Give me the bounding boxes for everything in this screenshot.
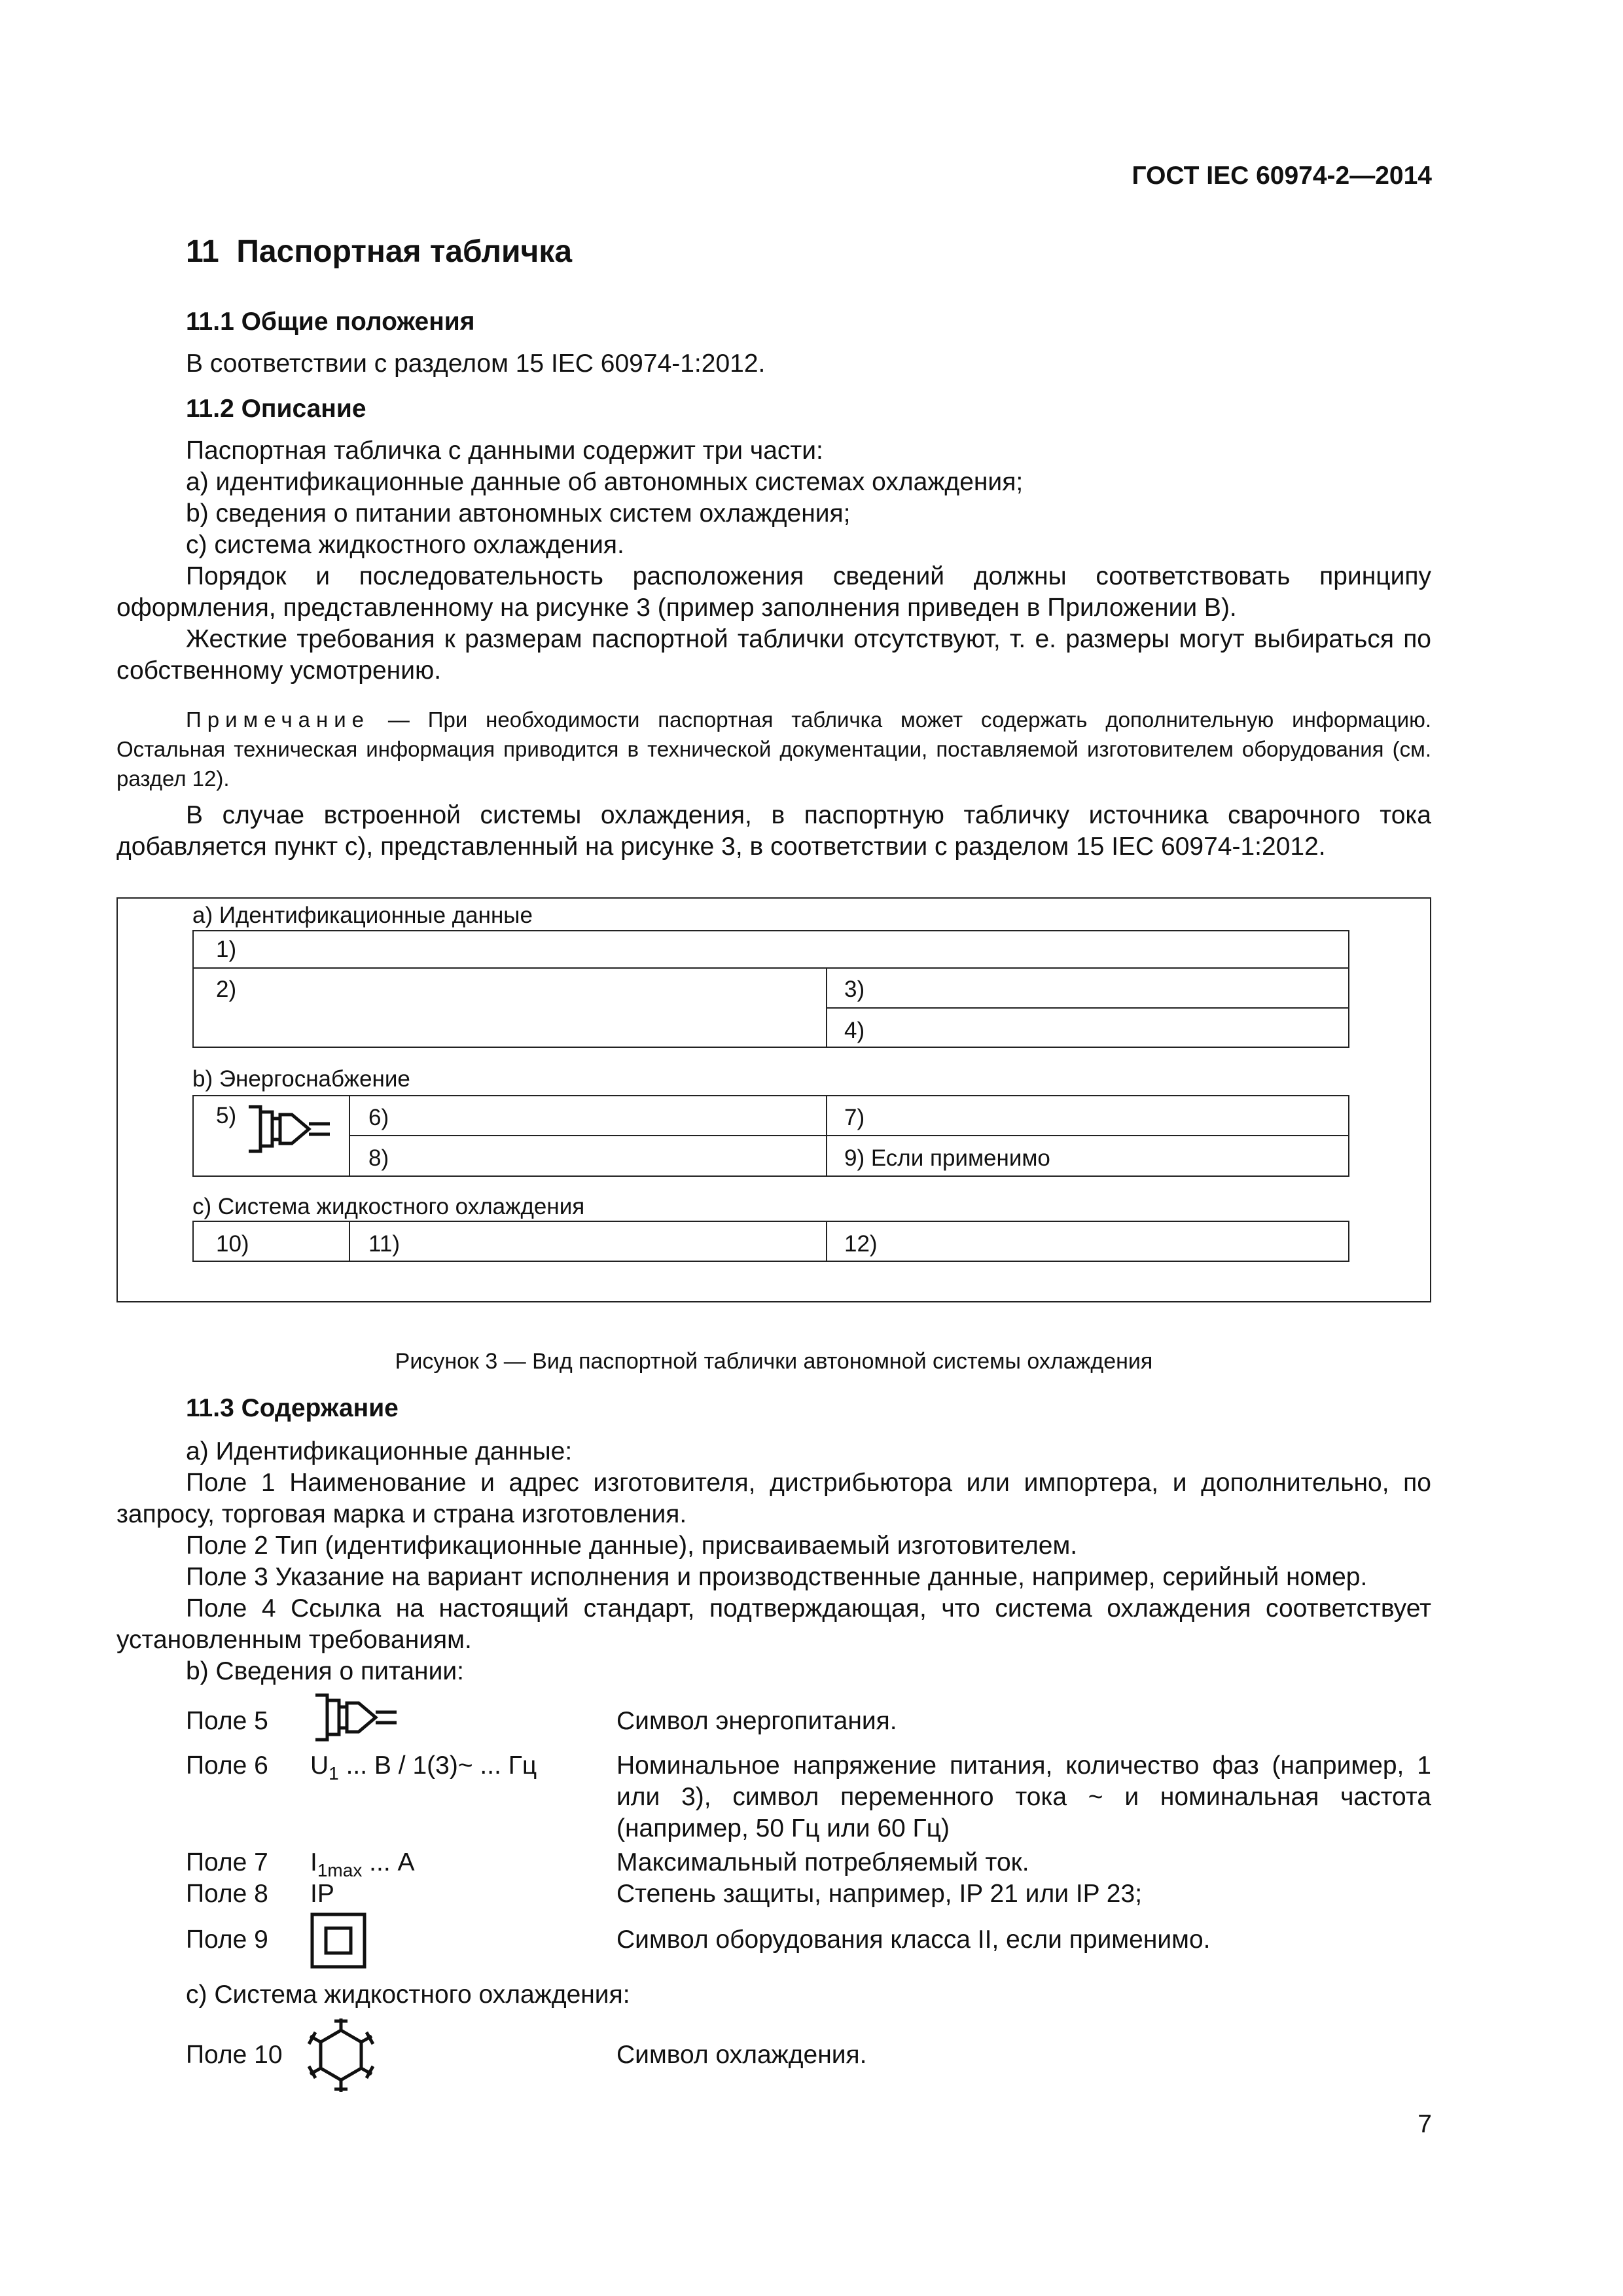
figure-group-b-label: b) Энергоснабжение <box>192 1066 410 1092</box>
figure-field-9-label: 9) Если применимо <box>844 1145 1050 1171</box>
cooling-icon <box>305 2016 377 2094</box>
figure-field-1-label: 1) <box>216 937 237 962</box>
section-number: 11 <box>186 234 219 269</box>
list-item: c) система жидкостного охлаждения. <box>186 531 624 559</box>
field-10-label: Поле 10 <box>186 2041 283 2069</box>
plug-icon <box>246 1103 332 1155</box>
paragraph-intro: Паспортная табличка с данными содержит три части: <box>186 437 823 465</box>
field-9-description: Символ оборудования класса II, если применимо. <box>616 1926 1211 1954</box>
current-units: ... А <box>362 1848 415 1876</box>
figure-field-8-label: 8) <box>368 1145 389 1171</box>
field-2-description: Поле 2 Тип (идентификационные данные), присваиваемый изготовителем. <box>186 1532 1078 1560</box>
figure-field-8 <box>349 1135 827 1177</box>
voltage-subscript: 1 <box>329 1763 339 1784</box>
field-5-label: Поле 5 <box>186 1707 268 1735</box>
paragraph: Жесткие требования к размерам паспортной таблички отсутствуют, т. е. размеры могут выбираться по собственному усмотрению. <box>116 625 1431 685</box>
figure-field-3 <box>826 967 1349 1009</box>
field-3-description: Поле 3 Указание на вариант исполнения и производственные данные, например, серийный номер. <box>186 1563 1368 1591</box>
field-8-description: Степень защиты, например, IP 21 или IP 23; <box>616 1880 1143 1908</box>
field-9-label: Поле 9 <box>186 1926 268 1954</box>
figure-field-2-label: 2) <box>216 977 237 1002</box>
figure-field-1 <box>192 930 1349 969</box>
figure-field-2 <box>192 967 827 1048</box>
field-7-label: Поле 7 <box>186 1848 268 1876</box>
subsection-heading-11-1: 11.1 Общие положения <box>186 308 475 336</box>
page-number: 7 <box>1418 2110 1432 2138</box>
current-symbol: I <box>310 1848 317 1876</box>
figure-field-7-label: 7) <box>844 1105 865 1130</box>
list-heading-a: a) Идентификационные данные: <box>186 1437 573 1465</box>
figure-field-4 <box>826 1007 1349 1048</box>
field-6-description: Номинальное напряжение питания, количество фаз (например, 1 или 3), символ переменного тока ~ и номинальная частота (например, 50 Гц или 60 Гц) <box>616 1751 1431 1842</box>
figure-group-c-label: c) Система жидкостного охлаждения <box>192 1194 585 1219</box>
note-text: — При необходимости паспортная табличка может содержать дополнительную информацию. Остальная техническая информация приводится в технической документации, поставляемой изготовителем оборудования (см. раздел 12). <box>116 708 1431 791</box>
paragraph: Порядок и последовательность расположения сведений должны соответствовать принципу оформления, представленному на рисунке 3 (пример заполнения приведен в Приложении B). <box>116 562 1431 622</box>
figure-field-11 <box>349 1221 827 1262</box>
current-subscript: 1max <box>317 1859 363 1880</box>
figure-group-a-label: a) Идентификационные данные <box>192 903 533 928</box>
figure-caption: Рисунок 3 — Вид паспортной таблички автономной системы охлаждения <box>395 1349 1153 1374</box>
field-4-description: Поле 4 Ссылка на настоящий стандарт, подтверждающая, что система охлаждения соответствует установленным требованиям. <box>116 1594 1431 1654</box>
field-6-label: Поле 6 <box>186 1751 268 1780</box>
figure-field-7 <box>826 1095 1349 1136</box>
list-heading-b: b) Сведения о питании: <box>186 1657 465 1685</box>
figure-field-5-label: 5) <box>216 1103 237 1128</box>
list-item: a) идентификационные данные об автономных системах охлаждения; <box>186 468 1024 496</box>
plug-icon <box>313 1691 399 1744</box>
figure-field-12-label: 12) <box>844 1231 878 1257</box>
voltage-units: ... В / 1(3)~ ... Гц <box>338 1751 537 1780</box>
section-title <box>186 232 572 272</box>
field-1-description: Поле 1 Наименование и адрес изготовителя, дистрибьютора или импортера, и дополнительно, по запросу, торговая марка и страна изготовления. <box>116 1469 1431 1528</box>
section-title-text: Паспортная табличка <box>236 234 573 269</box>
field-7-description: Максимальный потребляемый ток. <box>616 1848 1029 1876</box>
field-8-label: Поле 8 <box>186 1880 268 1908</box>
figure-field-6-label: 6) <box>368 1105 389 1130</box>
note <box>116 705 1431 793</box>
note-label: Примечание <box>186 708 370 732</box>
figure-field-11-label: 11) <box>368 1231 400 1257</box>
field-5-description: Символ энергопитания. <box>616 1707 897 1735</box>
figure-field-6 <box>349 1095 827 1136</box>
figure-field-3-label: 3) <box>844 977 865 1002</box>
class-ii-equipment-icon <box>310 1912 366 1969</box>
figure-field-12 <box>826 1221 1349 1262</box>
voltage-symbol: U <box>310 1751 329 1780</box>
subsection-heading-11-3: 11.3 Содержание <box>186 1394 399 1422</box>
field-8-symbol: IP <box>310 1880 334 1908</box>
list-heading-c: c) Система жидкостного охлаждения: <box>186 1981 630 2009</box>
paragraph: В случае встроенной системы охлаждения, в паспортную табличку источника сварочного тока добавляется пункт c), представленный на рисунке 3, в соответствии с разделом 15 IEC 60974-1:2012. <box>116 801 1431 861</box>
list-item: b) сведения о питании автономных систем охлаждения; <box>186 499 851 528</box>
document-id: ГОСТ IEC 60974-2—2014 <box>1132 162 1432 190</box>
subsection-text-11-1: В соответствии с разделом 15 IEC 60974-1:2012. <box>186 350 766 378</box>
field-10-description: Символ охлаждения. <box>616 2041 867 2069</box>
figure-field-4-label: 4) <box>844 1018 865 1043</box>
field-6-symbol <box>310 1750 537 1789</box>
figure-field-10-label: 10) <box>216 1231 249 1257</box>
subsection-heading-11-2: 11.2 Описание <box>186 395 366 423</box>
